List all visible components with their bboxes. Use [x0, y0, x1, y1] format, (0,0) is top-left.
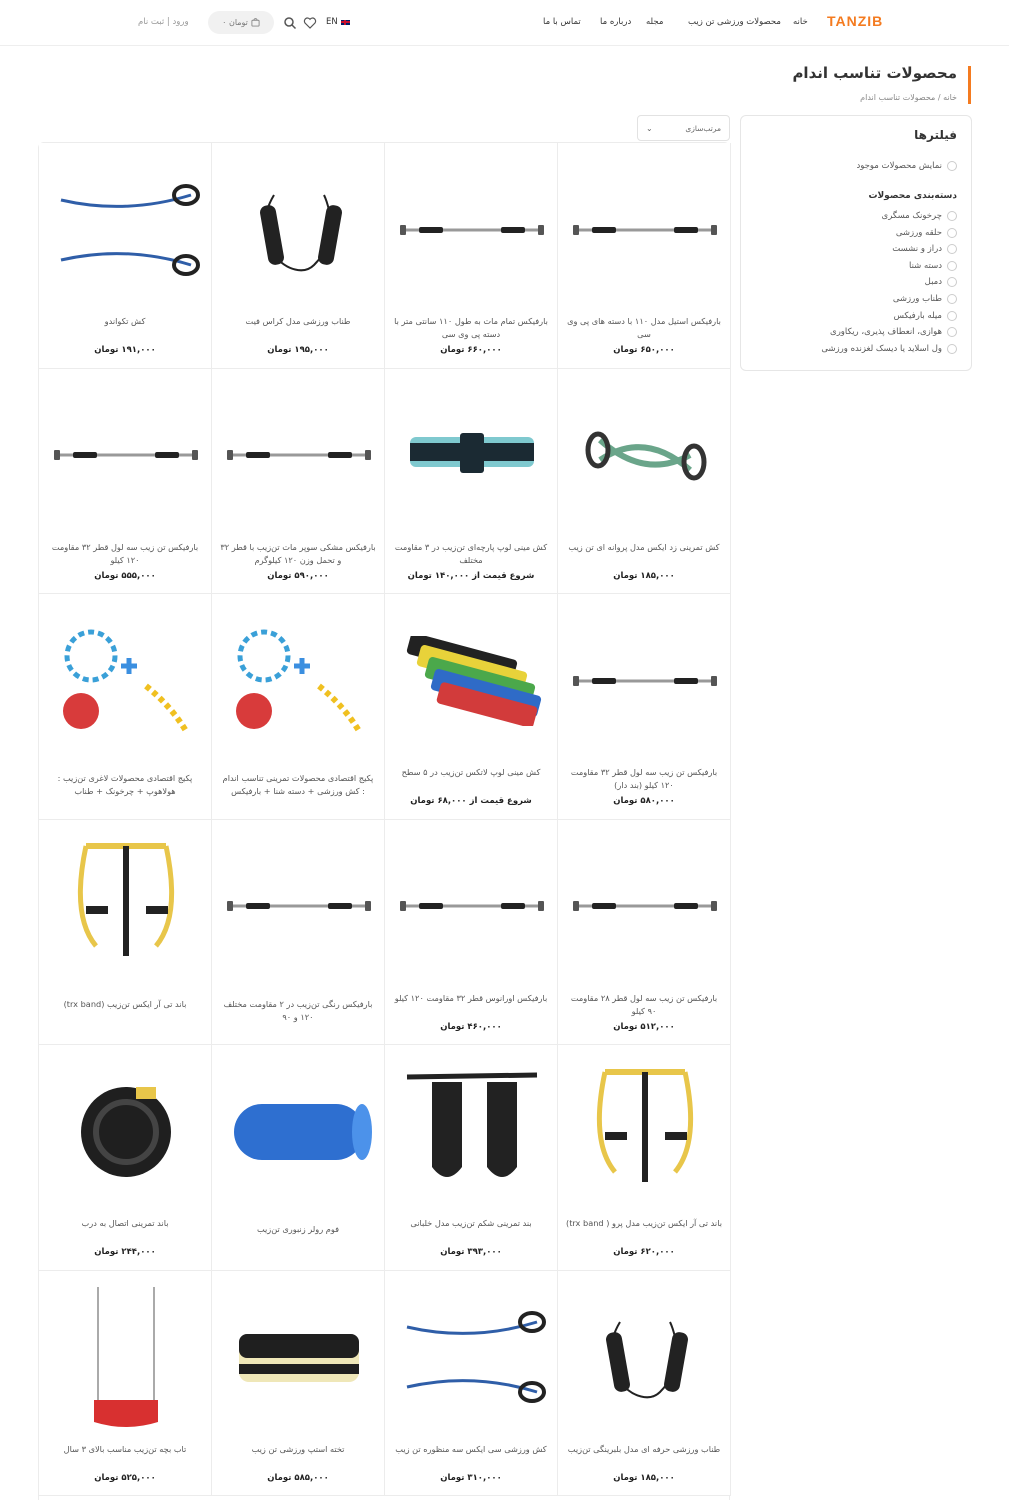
- radio-button[interactable]: [947, 344, 957, 354]
- product-name[interactable]: باند تی آر ایکس تن‌زیب مدل پرو ( trx band): [566, 1218, 722, 1228]
- jump-rope-icon: [234, 175, 364, 285]
- language-switch[interactable]: [326, 17, 351, 27]
- pullup-bar-icon: [224, 435, 374, 475]
- filter-category-item[interactable]: [830, 327, 957, 337]
- pullup-bar-icon: [224, 886, 374, 926]
- product-image[interactable]: [222, 604, 375, 757]
- radio-button[interactable]: [947, 228, 957, 238]
- product-name[interactable]: بارفیکس رنگی تن‌زیب در ۲ مقاومت مختلف ۱۲۰ و ۹۰: [223, 998, 373, 1022]
- pullup-bar-icon: [51, 435, 201, 475]
- resistance-tube-icon: [51, 180, 201, 280]
- product-name[interactable]: تخته استپ ورزشی تن زیب: [251, 1443, 345, 1454]
- title-accent-bar: [968, 66, 971, 104]
- product-name[interactable]: کش تمرینی زد ایکس مدل پروانه ای تن زیب: [568, 541, 720, 552]
- breadcrumb[interactable]: خانه / محصولات تناسب اندام: [860, 93, 957, 102]
- product-image[interactable]: [222, 379, 375, 532]
- filter-category-label: حلقه ورزشی: [895, 227, 942, 238]
- product-name[interactable]: پکیج اقتصادی محصولات لاغری تن‌زیب : هولاهوپ + چرخونک + طناب: [57, 773, 193, 796]
- step-board-icon: [229, 1322, 369, 1392]
- product-card[interactable]: [212, 143, 385, 369]
- product-image[interactable]: [222, 1055, 375, 1208]
- product-card[interactable]: [39, 369, 212, 595]
- wishlist-icon[interactable]: [303, 16, 317, 30]
- product-name[interactable]: بارفیکس اورانوس قطر ۳۲ مقاومت ۱۲۰ کیلو: [394, 992, 548, 1003]
- product-price: ۶۵۰,۰۰۰ تومان: [613, 345, 675, 355]
- product-price: ۵۸۰,۰۰۰ تومان: [613, 796, 675, 806]
- door-anchor-band-icon: [66, 1077, 186, 1187]
- product-name[interactable]: کش تکواندو: [104, 316, 146, 326]
- product-image[interactable]: [395, 379, 548, 532]
- product-name[interactable]: باند تی آر ایکس تن‌زیب (trx band): [63, 998, 187, 1009]
- product-card[interactable]: [558, 820, 731, 1046]
- page-title: محصولات تناسب اندام: [792, 64, 957, 82]
- filters-title: فیلترها: [914, 128, 957, 142]
- product-image[interactable]: [49, 379, 202, 532]
- pullup-bar-icon: [570, 886, 720, 926]
- product-card[interactable]: [385, 820, 558, 1046]
- filter-category-item[interactable]: [892, 244, 957, 254]
- radio-button[interactable]: [947, 244, 957, 254]
- filter-category-label: ول اسلاید یا دیسک لغزنده ورزشی: [821, 343, 942, 354]
- product-price: ۵۱۲,۰۰۰ تومان: [613, 1021, 675, 1032]
- product-price: ۵۵۵,۰۰۰ تومان: [94, 570, 156, 581]
- product-name[interactable]: کش مینی لوپ لاتکس تن‌زیب در ۵ سطح: [401, 767, 541, 777]
- product-name[interactable]: بارفیکس استیل مدل ۱۱۰ با دسته های پی وی سی: [567, 316, 721, 339]
- trx-strap-icon: [66, 836, 186, 976]
- product-image[interactable]: [395, 1055, 548, 1208]
- product-card[interactable]: [39, 594, 212, 820]
- product-image[interactable]: [568, 1281, 721, 1434]
- product-image[interactable]: [222, 830, 375, 983]
- product-image[interactable]: [395, 604, 548, 757]
- filter-category-item[interactable]: [893, 294, 957, 304]
- product-price: ۳۹۳,۰۰۰ تومان: [440, 1247, 502, 1257]
- product-name[interactable]: تاب بچه تن‌زیب مناسب بالای ۳ سال: [63, 1443, 187, 1454]
- pullup-bar-icon: [397, 210, 547, 250]
- product-name[interactable]: کش ورزشی سی ایکس سه منظوره تن زیب: [395, 1443, 547, 1454]
- product-grid: [38, 142, 730, 1500]
- product-image[interactable]: [49, 830, 202, 983]
- filter-category-item[interactable]: [909, 261, 957, 271]
- filter-category-label: چرخونک مسگری: [881, 211, 942, 221]
- bundle-icon: [224, 626, 374, 736]
- product-name[interactable]: کش مینی لوپ پارچه‌ای تن‌زیب در ۳ مقاومت مختلف: [394, 541, 548, 565]
- nav-home[interactable]: خانه: [793, 17, 808, 27]
- product-image[interactable]: [49, 1055, 202, 1208]
- filter-category-label: دمبل: [924, 277, 942, 288]
- filters-panel: [740, 115, 972, 371]
- product-image[interactable]: [49, 604, 202, 757]
- ab-strap-icon: [402, 1067, 542, 1197]
- trx-strap-icon: [585, 1062, 705, 1202]
- product-name[interactable]: بارفیکس تن زیب سه لول قطر ۳۲ مقاومت ۱۲۰ کیلو (بند دار): [570, 767, 718, 790]
- product-card[interactable]: [558, 369, 731, 595]
- product-name[interactable]: بارفیکس تن زیب سه لول قطر ۲۸ مقاومت ۹۰ کیلو: [570, 992, 718, 1016]
- radio-button[interactable]: [947, 311, 957, 321]
- nav-contact[interactable]: تماس با ما: [543, 17, 581, 27]
- radio-button[interactable]: [947, 294, 957, 304]
- cart-button[interactable]: [208, 11, 274, 34]
- product-name[interactable]: بارفیکس تمام مات به طول ۱۱۰ سانتی متر با دسته پی وی سی: [394, 316, 548, 339]
- product-price: شروع قیمت از ۱۴۰,۰۰۰ تومان: [407, 570, 535, 581]
- filter-category-item[interactable]: [896, 228, 957, 238]
- product-card[interactable]: [558, 1045, 731, 1271]
- uk-flag-icon: [340, 19, 351, 26]
- product-image[interactable]: [49, 153, 202, 306]
- product-card[interactable]: [558, 143, 731, 369]
- product-card[interactable]: [212, 1271, 385, 1497]
- jump-rope-icon: [580, 1302, 710, 1412]
- product-image[interactable]: [395, 830, 548, 983]
- product-price: ۳۱۰,۰۰۰ تومان: [440, 1472, 502, 1483]
- product-card[interactable]: [39, 1271, 212, 1497]
- figure-eight-band-icon: [570, 410, 720, 500]
- radio-button[interactable]: [947, 211, 957, 221]
- product-card[interactable]: [385, 1045, 558, 1271]
- product-price: ۴۶۰,۰۰۰ تومان: [440, 1021, 502, 1032]
- filter-category-label: طناب ورزشی: [892, 294, 942, 304]
- filter-label: نمایش محصولات موجود: [856, 161, 942, 171]
- product-image[interactable]: [395, 1281, 548, 1434]
- product-card[interactable]: [558, 594, 731, 820]
- radio-button[interactable]: [947, 277, 957, 287]
- product-card[interactable]: [212, 1045, 385, 1271]
- product-card[interactable]: [385, 594, 558, 820]
- filter-category-item[interactable]: [821, 344, 957, 354]
- product-card[interactable]: [385, 143, 558, 369]
- product-price: ۵۸۵,۰۰۰ تومان: [267, 1472, 329, 1483]
- sort-select[interactable]: [637, 115, 730, 141]
- fabric-loop-icon: [402, 425, 542, 485]
- product-price: ۵۹۰,۰۰۰ تومان: [267, 570, 329, 581]
- pullup-bar-icon: [570, 661, 720, 701]
- kids-swing-icon: [86, 1282, 166, 1432]
- product-price: ۱۸۵,۰۰۰ تومان: [613, 570, 675, 581]
- product-card[interactable]: [385, 1271, 558, 1497]
- product-card[interactable]: [212, 594, 385, 820]
- filter-category-label: میله بارفیکس: [893, 310, 942, 321]
- bundle-icon: [51, 626, 201, 736]
- product-image[interactable]: [222, 153, 375, 306]
- product-price: ۶۶۰,۰۰۰ تومان: [440, 345, 502, 355]
- cart-total: ۰ تومان: [222, 18, 248, 27]
- product-image[interactable]: [568, 379, 721, 532]
- product-name[interactable]: پکیج اقتصادی محصولات تمرینی تناسب اندام : کش ورزشی + دسته شنا + بارفیکس: [222, 773, 374, 796]
- product-price: ۱۹۵,۰۰۰ تومان: [267, 345, 329, 355]
- filter-category-label: هوازی، انعطاف پذیری، ریکاوری: [830, 327, 942, 338]
- login-register-link[interactable]: ورود | ثبت نام: [138, 17, 189, 27]
- product-image[interactable]: [568, 1055, 721, 1208]
- product-card[interactable]: [212, 820, 385, 1046]
- product-card[interactable]: [212, 369, 385, 595]
- product-price: ۱۸۵,۰۰۰ تومان: [613, 1472, 675, 1483]
- product-card[interactable]: [39, 143, 212, 369]
- filter-available[interactable]: [856, 161, 957, 171]
- product-name[interactable]: بارفیکس تن زیب سه لول قطر ۳۲ مقاومت ۱۲۰ کیلو: [51, 541, 199, 565]
- product-card[interactable]: [39, 1045, 212, 1271]
- foam-roller-icon: [224, 1092, 374, 1172]
- product-price: شروع قیمت از ۶۸,۰۰۰ تومان: [410, 796, 532, 806]
- site-header: [0, 0, 1009, 46]
- sort-label: مرتب‌سازی: [685, 123, 721, 133]
- product-name[interactable]: طناب ورزشی مدل کراس فیت: [245, 316, 351, 326]
- product-name[interactable]: طناب ورزشی حرفه ای مدل بلبرینگی تن‌زیب: [567, 1443, 721, 1454]
- search-icon[interactable]: [283, 16, 297, 30]
- radio-button[interactable]: [947, 261, 957, 271]
- filter-category-item[interactable]: [882, 211, 957, 221]
- product-price: ۶۲۰,۰۰۰ تومان: [613, 1247, 675, 1257]
- pullup-bar-icon: [570, 210, 720, 250]
- filter-category-label: دسته شنا: [908, 260, 942, 271]
- product-card[interactable]: [39, 820, 212, 1046]
- product-image[interactable]: [49, 1281, 202, 1434]
- categories-title: دسته‌بندی محصولات: [868, 191, 957, 201]
- chevron-down-icon: ⌄: [646, 123, 653, 133]
- filter-category-label: دراز و نشست: [892, 244, 942, 255]
- cart-icon: [251, 18, 260, 27]
- product-image[interactable]: [568, 830, 721, 983]
- product-image[interactable]: [222, 1281, 375, 1434]
- product-card[interactable]: [558, 1271, 731, 1497]
- nav-products[interactable]: محصولات ورزشی تن زیب: [688, 17, 781, 27]
- product-image[interactable]: [568, 153, 721, 306]
- product-name[interactable]: بند تمرینی شکم تن‌زیب مدل خلبانی: [410, 1218, 532, 1228]
- language-label: EN: [326, 17, 338, 27]
- product-name[interactable]: بارفیکس مشکی سوپر مات تن‌زیب با قطر ۳۲ و تحمل وزن ۱۲۰ کیلوگرم: [220, 541, 376, 565]
- logo[interactable]: TANZIB: [827, 13, 884, 29]
- filter-category-item[interactable]: [894, 311, 957, 321]
- product-image[interactable]: [395, 153, 548, 306]
- product-price: ۲۴۴,۰۰۰ تومان: [94, 1247, 156, 1257]
- product-price: ۵۲۵,۰۰۰ تومان: [94, 1472, 156, 1483]
- nav-magazine[interactable]: مجله: [646, 17, 664, 27]
- pullup-bar-icon: [397, 886, 547, 926]
- product-name[interactable]: فوم رولر زنبوری تن‌زیب: [256, 1224, 340, 1234]
- product-image[interactable]: [568, 604, 721, 757]
- product-name[interactable]: باند تمرینی اتصال به درب: [81, 1218, 169, 1228]
- product-card[interactable]: [385, 369, 558, 595]
- radio-button[interactable]: [947, 327, 957, 337]
- resistance-tube-icon: [397, 1307, 547, 1407]
- radio-button[interactable]: [947, 161, 957, 171]
- product-price: ۱۹۱,۰۰۰ تومان: [94, 345, 156, 355]
- latex-loops-icon: [397, 636, 547, 726]
- filter-category-item[interactable]: [925, 277, 957, 287]
- nav-about[interactable]: درباره ما: [600, 17, 632, 27]
